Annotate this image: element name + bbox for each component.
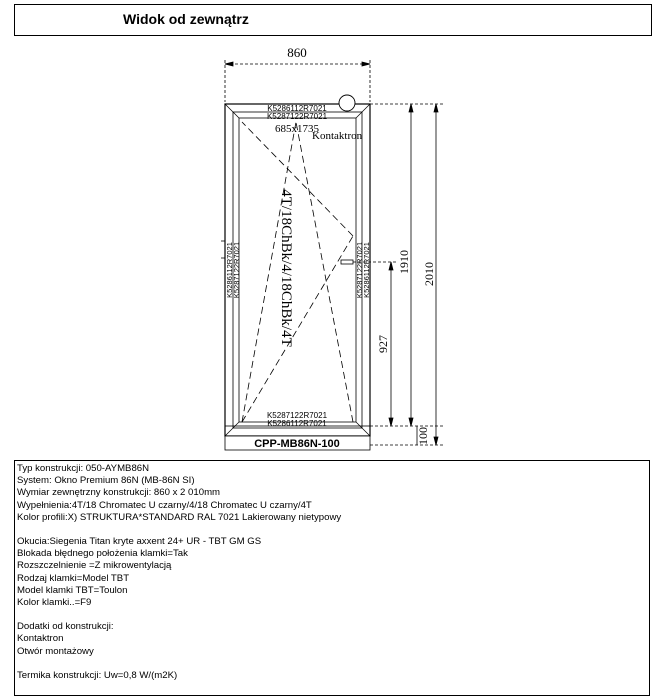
- spec-line: Kolor klamki..=F9: [17, 597, 92, 609]
- spec-gap: [17, 609, 647, 621]
- profile-top-outer: K5286112R7021: [267, 104, 327, 113]
- dim-width-label: 860: [287, 45, 307, 60]
- opening-lines: [242, 122, 353, 422]
- dim-total-height-label: 2010: [422, 262, 436, 286]
- dim-bottom-label: 100: [416, 427, 430, 445]
- spec-line: Otwór montażowy: [17, 645, 94, 657]
- dim-handle-height-label: 927: [376, 335, 390, 353]
- profile-top-inner: K5287122R7021: [266, 112, 328, 121]
- window-frame: [221, 104, 370, 436]
- spec-line: Model klamki TBT=Toulon: [17, 584, 128, 596]
- frame-code-label: CPP-MB86N-100: [254, 438, 340, 450]
- spec-block-construction: [17, 463, 647, 524]
- spec-block-hardware: [17, 536, 647, 609]
- profile-bottom-outer: K5286112R7021: [267, 419, 327, 428]
- spec-line: Wymiar zewnętrzny konstrukcji: 860 x 2 010mm: [17, 487, 221, 499]
- spec-line: Blokada błędnego położenia klamki=Tak: [17, 548, 188, 560]
- spec-line: Rozszczelnienie =Z mikrowentylacją: [17, 560, 172, 572]
- spec-gap: [17, 658, 647, 670]
- window-drawing: [14, 36, 650, 456]
- profile-right-outer: K5286112R7021: [362, 242, 371, 298]
- spec-line: Rodzaj klamki=Model TBT: [17, 572, 130, 584]
- specification-panel: [14, 460, 650, 696]
- spec-block-thermal: [17, 670, 647, 682]
- dim-inner-height-label: 1910: [397, 250, 411, 274]
- spec-line: Typ konstrukcji: 050-AYMB86N: [17, 463, 150, 474]
- spec-line: Okucia:Siegenia Titan kryte axxent 24+ UR - TBT GM GS: [17, 536, 262, 548]
- sash-size-label: 685x1735: [275, 123, 319, 135]
- spec-gap: [17, 524, 647, 536]
- kontaktron-symbol: [339, 95, 355, 111]
- profile-bottom-inner: K5287122R7021: [266, 411, 328, 420]
- spec-line: Termika konstrukcji: Uw=0,8 W/(m2K): [17, 669, 178, 681]
- spec-line: Kontaktron: [17, 633, 64, 645]
- glass-label: 4T/18ChBk/4/18ChBk/4T: [278, 189, 294, 347]
- profile-left-outer: K5286112R7021: [225, 242, 234, 298]
- spec-block-extras: [17, 621, 647, 658]
- spec-line: Wypełnienia:4T/18 Chromatec U czarny/4/18 Chromatec U czarny/4T: [17, 499, 312, 511]
- page-title: Widok od zewnątrz: [123, 11, 249, 27]
- spec-line: Dodatki od konstrukcji:: [17, 621, 114, 633]
- profile-left-inner: K5287122R7021: [232, 241, 241, 299]
- spec-line: System: Okno Premium 86N (MB-86N SI): [17, 475, 195, 487]
- window-drawing-svg: [14, 36, 650, 456]
- spec-line: Kolor profili:X) STRUKTURA*STANDARD RAL 7021 Lakierowany nietypowy: [17, 511, 342, 523]
- profile-right-inner: K5287122R7021: [355, 241, 364, 299]
- header-box: [14, 4, 652, 36]
- kontaktron-label: Kontaktron: [312, 130, 363, 142]
